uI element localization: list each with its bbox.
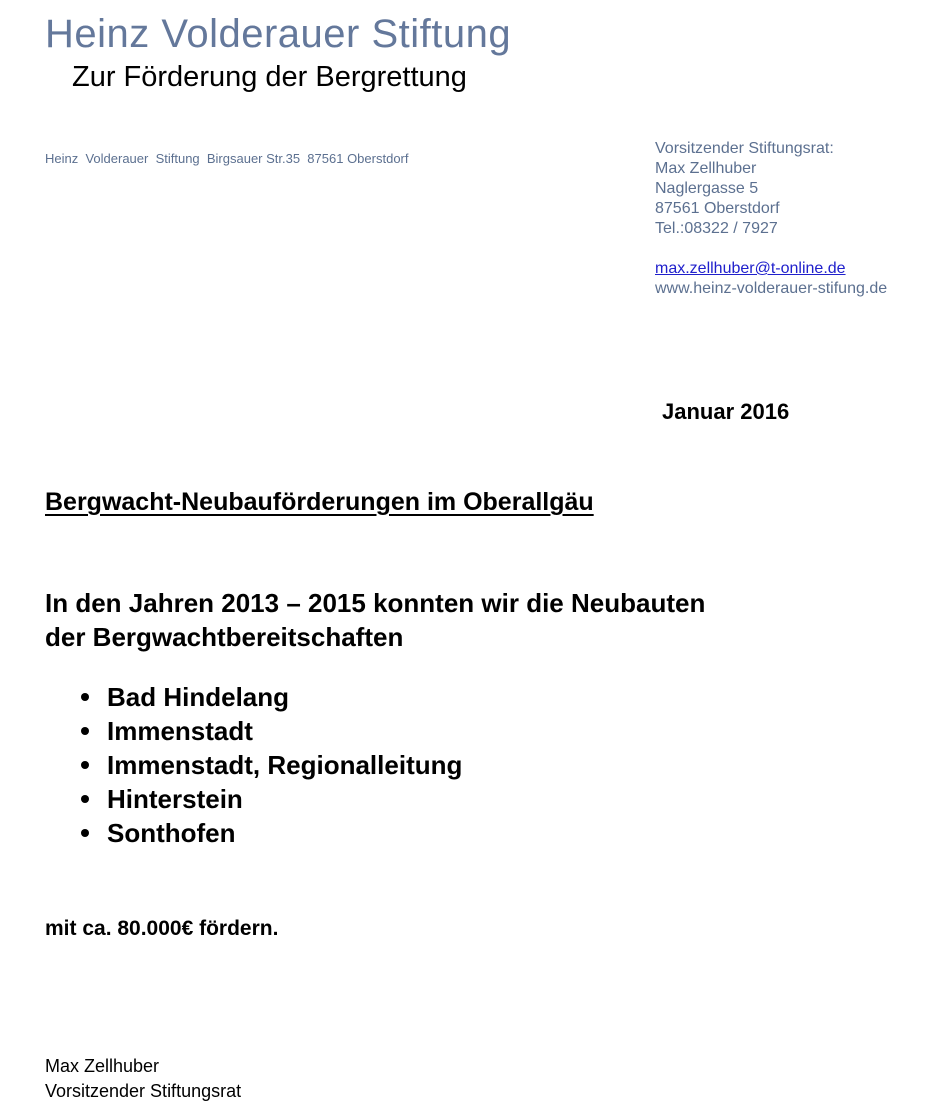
contact-website: www.heinz-volderauer-stifung.de	[655, 280, 888, 297]
signature-name: Max Zellhuber	[45, 1056, 160, 1076]
contact-phone: Tel.:08322 / 7927	[655, 220, 778, 237]
bullet-list	[45, 680, 462, 850]
contact-email-link[interactable]: max.zellhuber@t-online.de	[655, 260, 846, 277]
intro-line-1: In den Jahren 2013 – 2015 konnten wir die Neubauten	[45, 588, 706, 618]
contact-name: Max Zellhuber	[655, 160, 757, 177]
list-item-label: Immenstadt	[107, 716, 253, 746]
contact-street: Naglergasse 5	[655, 180, 759, 197]
intro-paragraph	[45, 586, 705, 654]
contact-city: 87561 Oberstdorf	[655, 200, 780, 217]
list-item-label: Sonthofen	[107, 818, 236, 848]
list-item	[45, 816, 462, 850]
amount-line: mit ca. 80.000€ fördern.	[45, 917, 279, 940]
signature-block	[45, 1054, 241, 1104]
list-item	[45, 680, 462, 714]
foundation-title: Heinz Volderauer Stiftung	[45, 12, 512, 56]
list-item	[45, 782, 462, 816]
list-item-label: Bad Hindelang	[107, 682, 290, 712]
intro-line-2: der Bergwachtbereitschaften	[45, 622, 404, 652]
signature-title: Vorsitzender Stiftungsrat	[45, 1081, 242, 1101]
list-item	[45, 714, 462, 748]
contact-role: Vorsitzender Stiftungsrat:	[655, 140, 834, 157]
list-item	[45, 748, 462, 782]
foundation-subtitle: Zur Förderung der Bergrettung	[72, 61, 467, 93]
list-item-label: Hinterstein	[107, 784, 243, 814]
subject-heading: Bergwacht-Neubauförderungen im Oberallgäu	[45, 488, 594, 516]
list-item-label: Immenstadt, Regionalleitung	[107, 750, 463, 780]
date-line: Januar 2016	[662, 399, 790, 424]
sender-address-line: Heinz Volderauer Stiftung Birgsauer Str.35 87561 Oberstdorf	[45, 151, 409, 166]
contact-block	[655, 139, 887, 299]
